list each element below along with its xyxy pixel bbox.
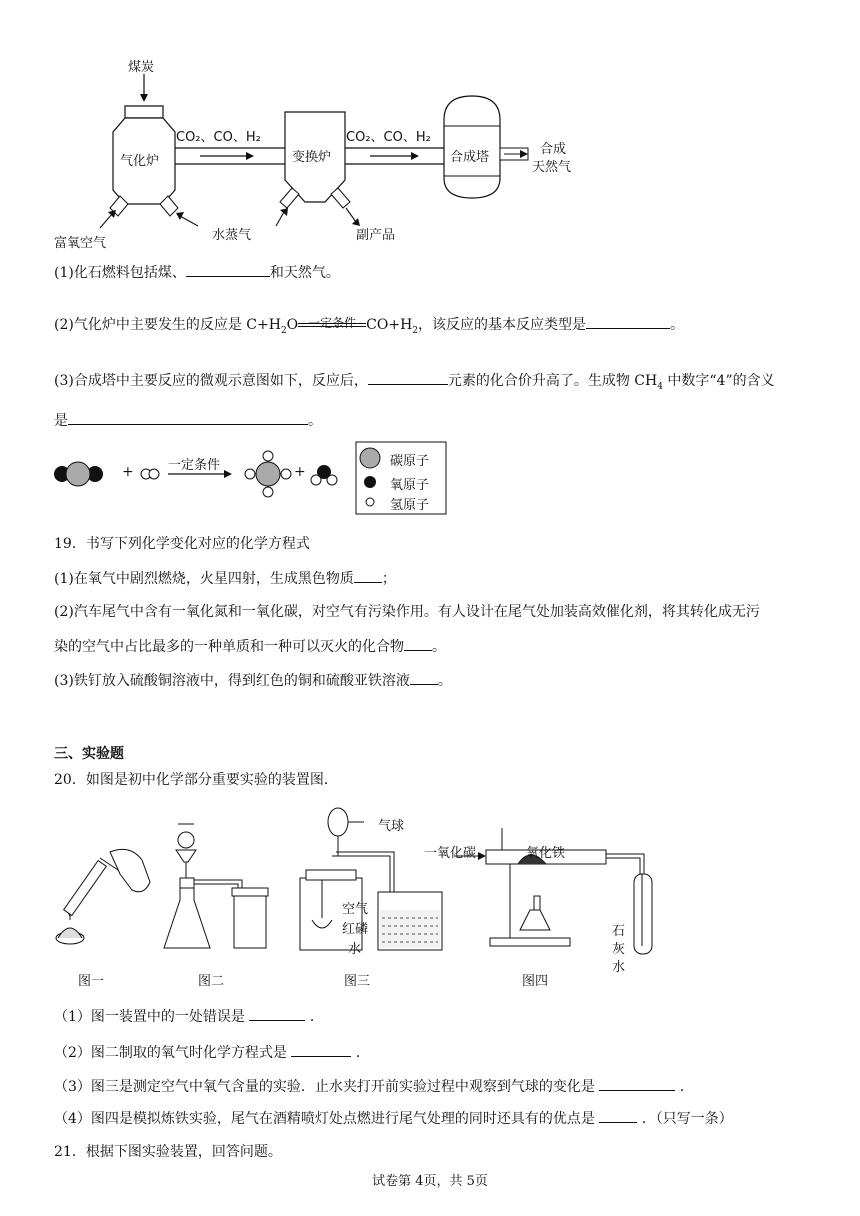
q21-title: 21．根据下图实验装置，回答问题。 xyxy=(54,1144,282,1160)
page-footer: 试卷第 4页，共 5页 xyxy=(372,1174,488,1189)
q19-p1-end: ； xyxy=(381,571,396,587)
q19-part1 xyxy=(54,568,396,589)
q18-p2-text: (2)气化炉中主要发生的反应是 C+H xyxy=(54,317,281,333)
product-label-2: 天然气 xyxy=(532,160,572,175)
q19-title: 19．书写下列化学变化对应的化学方程式 xyxy=(54,536,310,552)
answer-blank[interactable] xyxy=(410,670,438,685)
fig1-caption: 图一 xyxy=(78,974,105,989)
byproduct-label: 副产品 xyxy=(356,228,396,243)
q18-p2-after: ，该反应的基本反应类型是 xyxy=(418,317,587,333)
oxygen-air-label: 富氧空气 xyxy=(54,236,107,251)
q18-part1 xyxy=(54,262,340,283)
product-label-1: 合成 xyxy=(540,142,567,157)
q18-p2-end: 。 xyxy=(670,317,685,333)
q20-s1-end: ． xyxy=(309,1009,324,1025)
legend-oxygen: 氧原子 xyxy=(390,478,430,493)
answer-blank[interactable] xyxy=(354,568,382,583)
q20-title: 20．如图是初中化学部分重要实验的装置图． xyxy=(54,772,338,788)
answer-blank[interactable] xyxy=(586,314,670,329)
q18-p2-o: O xyxy=(286,317,299,333)
answer-blank[interactable] xyxy=(291,1042,351,1057)
answer-blank[interactable] xyxy=(404,636,432,651)
micro-condition: 一定条件 xyxy=(168,458,221,473)
fig1-apparatus xyxy=(56,849,150,944)
fig4-lime-label-2: 灰 xyxy=(612,942,626,957)
q19-part2-line2 xyxy=(54,636,446,657)
fig4-caption: 图四 xyxy=(522,974,549,989)
micro-plus-1: + xyxy=(122,464,134,480)
q18-p3-line2-end: 。 xyxy=(308,413,322,429)
q18-part3: (3)合成塔中主要反应的微观示意图如下，反应后， 元素的化合价升高了。生成物 $CH_4$ 中数字“4”的含义 xyxy=(54,370,775,397)
q18-p1-end: 和天然气。 xyxy=(269,265,340,281)
apparatus-figures xyxy=(50,800,690,970)
q20-sub1 xyxy=(54,1006,324,1027)
q19-part2-line1: (2)汽车尾气中含有一氧化氮和一氧化碳，对空气有污染作用。有人设计在尾气处加装高效催化剂，将其转化成无污 xyxy=(54,604,760,620)
q19-part3 xyxy=(54,670,452,691)
fig4-lime-label-3: 水 xyxy=(612,960,626,975)
gases-label-1: CO₂、CO、H₂ xyxy=(176,130,261,145)
q18-p3-mid: 元素的化合价升高了。生成物 CH xyxy=(447,373,658,389)
q20-s3-end: ． xyxy=(679,1079,694,1095)
fig3-apparatus xyxy=(300,808,442,950)
q18-part2: (2)气化炉中主要发生的反应是 $C+H_2O$ 一定条件 $CO+H_2$，该反应的基本反应类型是 。 xyxy=(54,314,684,341)
converter-label: 变换炉 xyxy=(292,150,332,165)
gases-label-2: CO₂、CO、H₂ xyxy=(346,130,431,145)
fig2-apparatus xyxy=(164,824,268,948)
gasifier-label: 气化炉 xyxy=(120,154,160,169)
q18-p1-text: (1)化石燃料包括煤、 xyxy=(54,265,186,281)
q19-p1-text: (1)在氧气中剧烈燃烧，火星四射，生成黑色物质 xyxy=(54,571,354,587)
fig3-phosphorus-label: 红磷 xyxy=(342,922,369,937)
q20-sub2 xyxy=(54,1042,370,1063)
fig3-balloon-label: 气球 xyxy=(378,819,405,834)
q20-s4-text: （4）图四是模拟炼铁实验，尾气在酒精喷灯处点燃进行尾气处理的同时还具有的优点是 xyxy=(54,1111,595,1127)
coal-label: 煤炭 xyxy=(128,60,155,75)
fig4-lime-label-1: 石 xyxy=(612,924,626,939)
q20-s4-end: ．（只写一条） xyxy=(641,1111,733,1127)
condition-text: 一定条件 xyxy=(308,316,357,330)
steam-label: 水蒸气 xyxy=(212,228,252,243)
q18-p3-line2: 是 xyxy=(54,413,68,429)
q20-sub4 xyxy=(54,1108,733,1129)
fig3-caption: 图三 xyxy=(344,974,371,989)
section3-heading: 三、实验题 xyxy=(54,746,124,762)
q20-s2-end: ． xyxy=(355,1045,370,1061)
q18-p3-after: 中数字“4”的含义 xyxy=(662,373,775,389)
q20-s3-text: （3）图三是测定空气中氧气含量的实验．止水夹打开前实验过程中观察到气球的变化是 xyxy=(54,1079,595,1095)
micro-plus-2: + xyxy=(294,464,306,480)
fig2-caption: 图二 xyxy=(198,974,225,989)
q18-p2-product: CO+H xyxy=(366,317,413,333)
fig3-air-label: 空气 xyxy=(342,902,369,917)
answer-blank[interactable] xyxy=(368,370,448,385)
answer-blank[interactable] xyxy=(68,410,308,425)
q19-p2-end: 。 xyxy=(432,639,446,655)
answer-blank[interactable] xyxy=(599,1108,637,1123)
answer-blank[interactable] xyxy=(186,262,270,277)
q20-sub3 xyxy=(54,1076,694,1097)
q20-s2-text: （2）图二制取的氧气时化学方程式是 xyxy=(54,1045,287,1061)
answer-blank[interactable] xyxy=(249,1006,305,1021)
fig3-water-label: 水 xyxy=(348,942,362,957)
q20-s1-text: （1）图一装置中的一处错误是 xyxy=(54,1009,245,1025)
q18-p3-text: (3)合成塔中主要反应的微观示意图如下，反应后， xyxy=(54,373,368,389)
answer-blank[interactable] xyxy=(599,1076,675,1091)
legend-hydrogen: 氢原子 xyxy=(390,498,430,513)
fig4-co-label: 一氧化碳 xyxy=(424,846,477,861)
q19-p3-text: (3)铁钉放入硫酸铜溶液中，得到红色的铜和硫酸亚铁溶液 xyxy=(54,673,410,689)
q18-part3-line2 xyxy=(54,410,322,431)
legend-carbon: 碳原子 xyxy=(390,454,430,469)
fig4-fe2o3-label: 氧化铁 xyxy=(526,846,566,861)
q19-p3-end: 。 xyxy=(437,673,452,689)
tower-label: 合成塔 xyxy=(450,150,490,165)
q19-p2-text: 染的空气中占比最多的一种单质和一种可以灭火的化合物 xyxy=(54,639,404,655)
